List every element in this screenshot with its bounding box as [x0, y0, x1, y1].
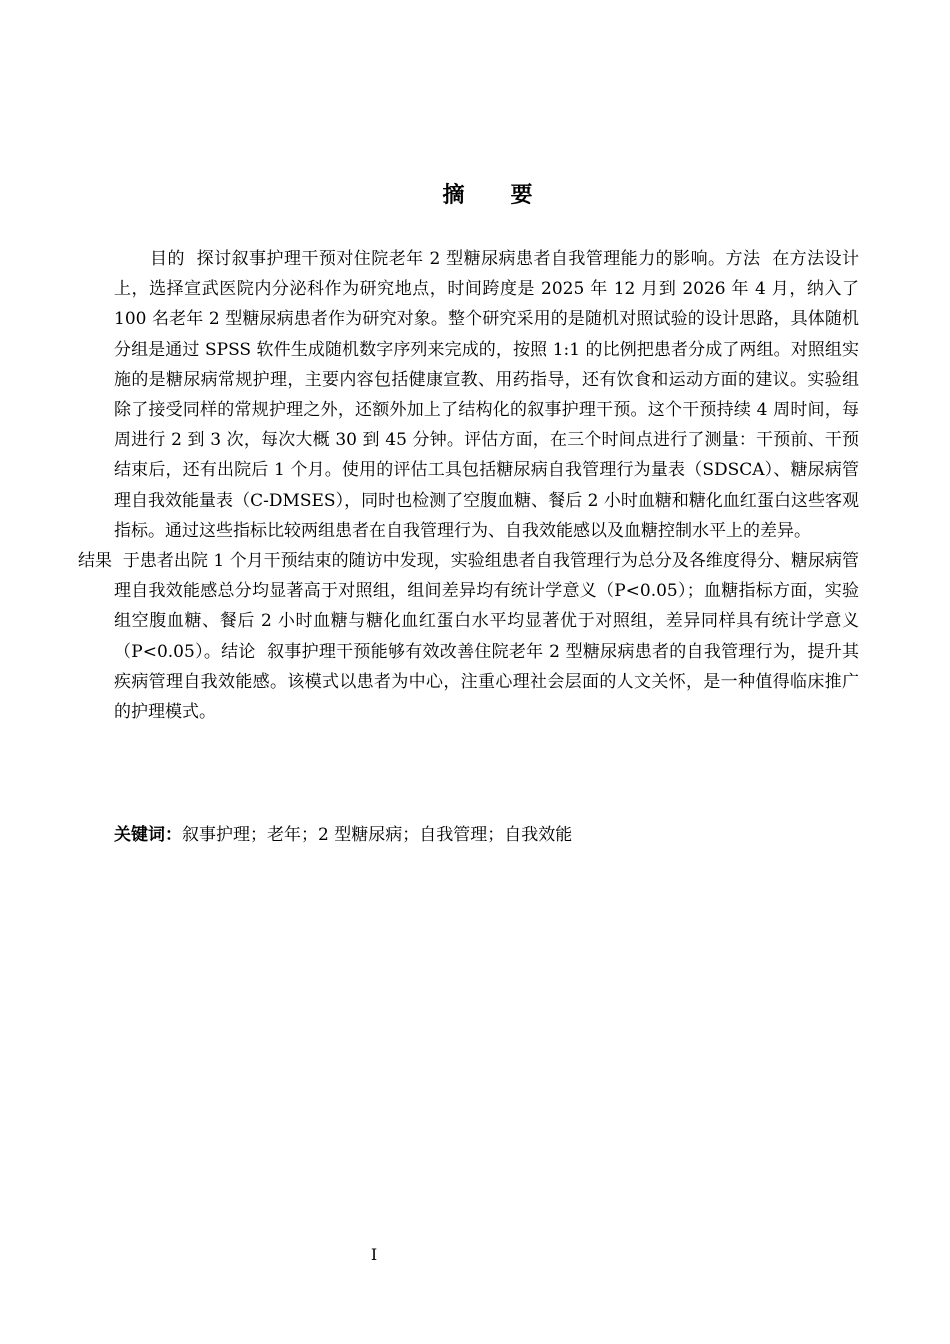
title-char-2: 要 — [510, 182, 533, 208]
keywords-text: 叙事护理；老年；2 型糖尿病；自我管理；自我效能 — [182, 825, 573, 845]
objective-label: 目的 — [150, 249, 185, 269]
conclusion-label: 结论 — [221, 641, 256, 662]
page-number: I — [370, 1245, 378, 1264]
objective-text: 探讨叙事护理干预对住院老年 2 型糖尿病患者自我管理能力的影响。 — [196, 249, 726, 269]
title-char-1: 摘 — [442, 182, 465, 208]
conclusion-text: 叙事护理干预能够有效改善住院老年 2 型糖尿病患者的自我管理行为，提升其疾病管理自我效能感。该模式以患者为中心，注重心理社会层面的人文关怀，是一种值得临床推广的护理模式。 — [114, 641, 860, 723]
results-label: 结果 — [78, 551, 113, 572]
methods-text: 在方法设计上，选择宣武医院内分泌科作为研究地点，时间跨度是 2025 年 12 月到 2026 年 4 月，纳入了 100 名老年 2 型糖尿病患者作为研究对象。整个研究采用的是随机对照试验的设计思路，具体随机分组是通过 SPSS 软件生成随机数字序列来完成的，按照 1:1 的比例把患者分成了两组。对照组实施的是糖尿病常规护理，主要内容包括健康宣教、用药指导，还有饮食和运动方面的建议。实验组除了接受同样的常规护理之外，还额外加上了结构化的叙事护理干预。这个干预持续 4 周时间，每周进行 2 到 3 次，每次大概 30 到 45 分钟。评估方面，在三个时间点进行了测量：干预前、干预结束后，还有出院后 1 个月。使用的评估工具包括糖尿病自我管理行为量表（SDSCA）、糖尿病管理自我效能量表（C-DMSES），同时也检测了空腹血糖、餐后 2 小时血糖和糖化血红蛋白这些客观指标。通过这些指标比较两组患者在自我管理行为、自我效能感以及血糖控制水平上的差异。 — [114, 249, 860, 541]
keywords-label: 关键词： — [114, 825, 182, 845]
methods-label: 方法 — [725, 249, 761, 269]
results-text: 于患者出院 1 个月干预结束的随访中发现，实验组患者自我管理行为总分及各维度得分、糖尿病管理自我效能感总分均显著高于对照组，组间差异均有统计学意义（P<0.05）；血糖指标方面，实验组空腹血糖、餐后 2 小时血糖与糖化血红蛋白水平均显著优于对照组，差异同样具有统计学意义（P<0.05）。 — [114, 551, 860, 662]
abstract-body — [78, 244, 860, 727]
keywords-line — [114, 820, 859, 850]
abstract-title — [0, 178, 950, 209]
